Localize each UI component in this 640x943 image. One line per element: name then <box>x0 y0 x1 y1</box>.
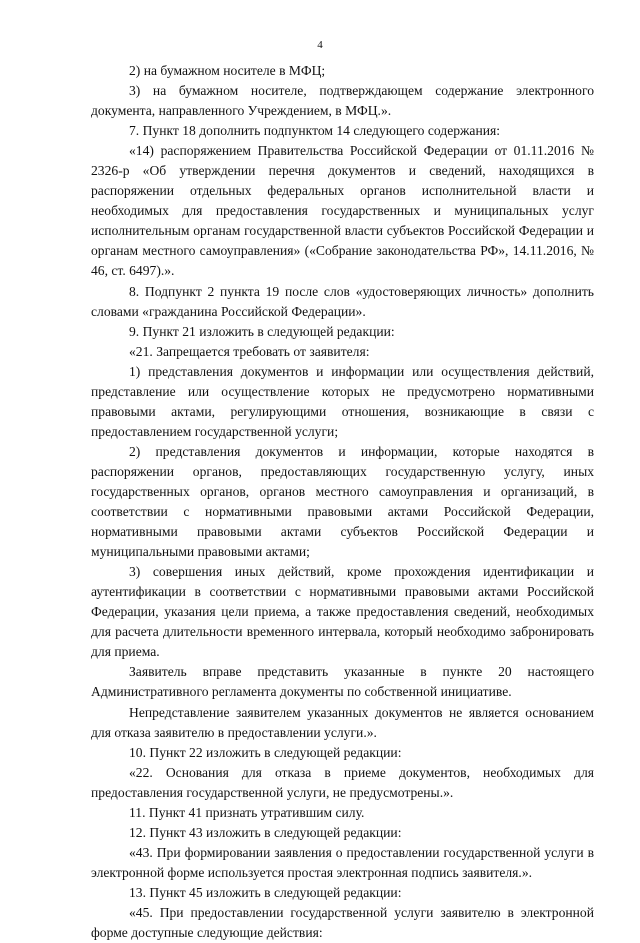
paragraph: 11. Пункт 41 признать утратившим силу. <box>129 804 365 820</box>
paragraph: «22. Основания для отказа в приеме документов, необходимых для предоставления государственной услуги, не предусмотрены.». <box>91 764 594 800</box>
paragraph: Заявитель вправе представить указанные в пункте 20 настоящего Административного регламента документы по собственной инициативе. <box>91 664 594 700</box>
paragraph: 3) на бумажном носителе, подтверждающем содержание электронного документа, направленного Учреждением, в МФЦ.». <box>91 83 594 119</box>
paragraph: 8. Подпункт 2 пункта 19 после слов «удостоверяющих личность» дополнить словами «гражданина Российской Федерации». <box>91 283 594 319</box>
paragraph: 1) представления документов и информации или осуществления действий, представление или осуществление которых не предусмотрено нормативными правовыми актами, регулирующими отношения, возникающие в связи с предоставлением государственной услуги; <box>91 363 594 439</box>
paragraph: 13. Пункт 45 изложить в следующей редакции: <box>129 884 402 900</box>
paragraph: 3) совершения иных действий, кроме прохождения идентификации и аутентификации в соответствии с нормативными правовыми актами Российской Федерации, указания цели приема, а также предоставления сведений, необходимых для расчета длительности временного интервала, который необходимо забронировать для приема. <box>91 564 594 660</box>
paragraph: «43. При формировании заявления о предоставлении государственной услуги в электронной форме используется простая электронная подпись заявителя.». <box>91 844 594 880</box>
document-body <box>91 61 594 943</box>
paragraph: Непредставление заявителем указанных документов не является основанием для отказа заявителю в предоставлении услуги.». <box>91 704 594 740</box>
paragraph: 10. Пункт 22 изложить в следующей редакции: <box>129 744 402 760</box>
paragraph: 12. Пункт 43 изложить в следующей редакции: <box>129 824 402 840</box>
paragraph: 9. Пункт 21 изложить в следующей редакции: <box>129 323 395 339</box>
page-number: 4 <box>317 39 323 51</box>
paragraph: «14) распоряжением Правительства Российской Федерации от 01.11.2016 № 2326-р «Об утверждении перечня документов и сведений, находящихся в распоряжении отдельных федеральных органов исполнительной власти и необходимых для предоставления государственных и муниципальных услуг исполнительным органам государственной власти субъектов Российской Федерации и органам местного самоуправления» («Собрание законодательства РФ», 14.11.2016, № 46, ст. 6497).». <box>91 143 594 279</box>
paragraph: 2) на бумажном носителе в МФЦ; <box>129 63 326 78</box>
paragraph: «21. Запрещается требовать от заявителя: <box>129 343 370 359</box>
paragraph: 2) представления документов и информации, которые находятся в распоряжении органов, предоставляющих государственную услугу, иных государственных органов, органов местного самоуправления и организаций, в соответствии с нормативными правовыми актами Российской Федерации, нормативными правовыми актами субъектов Российской Федерации и муниципальными правовыми актами; <box>91 443 594 560</box>
paragraph: «45. При предоставлении государственной услуги заявителю в электронной форме доступные следующие действия: <box>91 904 594 941</box>
paragraph: 7. Пункт 18 дополнить подпунктом 14 следующего содержания: <box>129 123 501 139</box>
